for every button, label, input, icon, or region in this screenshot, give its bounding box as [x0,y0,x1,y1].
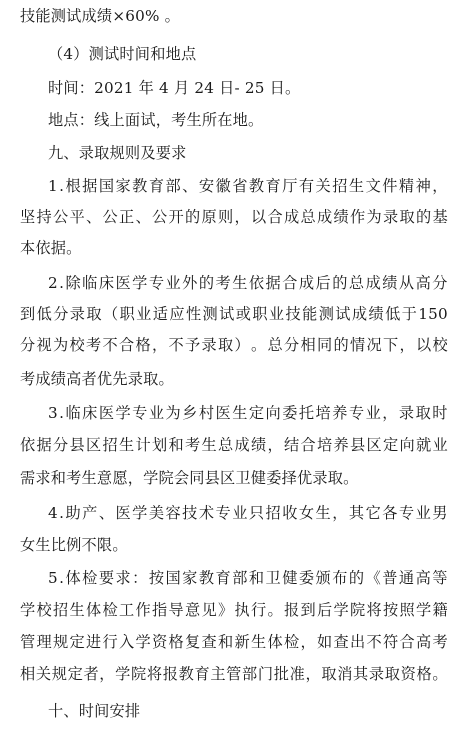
paragraph-5-line-1: 5 . 体 检 要 求 ： 按 国 家 教 育 部 和 卫 健 委 颁 布 的 《 普 通 高 等 [48,569,448,587]
paragraph-1-line-3: 本依据。 [20,239,82,257]
section-heading-admission-rules: 九、录取规则及要求 [48,144,187,162]
paragraph-1-line-1: 1 . 根 据 国 家 教 育 部 、 安 徽 省 教 育 厅 有 关 招 生 文 件 精 神 ， [48,177,448,195]
paragraph-3-line-1: 3 . 临 床 医 学 专 业 为 乡 村 医 生 定 向 委 托 培 养 专 业 ， 录 取 时 [48,404,448,422]
text-line-time: 时间：2021 年 4 月 24 日- 25 日。 [48,79,301,97]
paragraph-2-line-3: 分 视 为 校 考 不 合 格 ， 不 予 录 取 ） 。 总 分 相 同 的 情 况 下 ， 以 校 [20,336,448,354]
paragraph-2-line-4: 考成绩高者优先录取。 [20,370,174,388]
paragraph-3-line-3: 需求和考生意愿，学院会同县区卫健委择优录取。 [20,469,359,487]
paragraph-5-line-4: 相 关 规 定 者 ， 学 院 将 报 教 育 主 管 部 门 批 准 ， 取 消 其 录 取 资 格 。 [20,665,448,683]
paragraph-2-line-2: 到 低 分 录 取 （ 职 业 适 应 性 测 试 或 职 业 技 能 测 试 成 绩 低 于 150 [20,305,448,323]
paragraph-2-line-1: 2 . 除 临 床 医 学 专 业 外 的 考 生 依 据 合 成 后 的 总 成 绩 从 高 分 [48,274,448,292]
section-heading-schedule: 十、时间安排 [48,702,141,720]
text-line-place: 地点：线上面试，考生所在地。 [48,111,264,129]
paragraph-4-line-2: 女生比例不限。 [20,536,128,554]
subheading-test-time-place: （4）测试时间和地点 [48,45,197,63]
paragraph-1-line-2: 坚 持 公 平 、 公 正 、 公 开 的 原 则 ， 以 合 成 总 成 绩 作 为 录 取 的 基 [20,208,448,226]
paragraph-3-line-2: 依 据 分 县 区 招 生 计 划 和 考 生 总 成 绩 ， 结 合 培 养 县 区 定 向 就 业 [20,436,448,454]
text-line-score-formula: 技能测试成绩×60% 。 [20,7,181,25]
paragraph-5-line-2: 学 校 招 生 体 检 工 作 指 导 意 见 》 执 行 。 报 到 后 学 院 将 按 照 学 籍 [20,601,448,619]
paragraph-5-line-3: 管 理 规 定 进 行 入 学 资 格 复 查 和 新 生 体 检 ， 如 查 出 不 符 合 高 考 [20,633,448,651]
paragraph-4-line-1: 4 . 助 产 、 医 学 美 容 技 术 专 业 只 招 收 女 生 ， 其 它 各 专 业 男 [48,504,448,522]
